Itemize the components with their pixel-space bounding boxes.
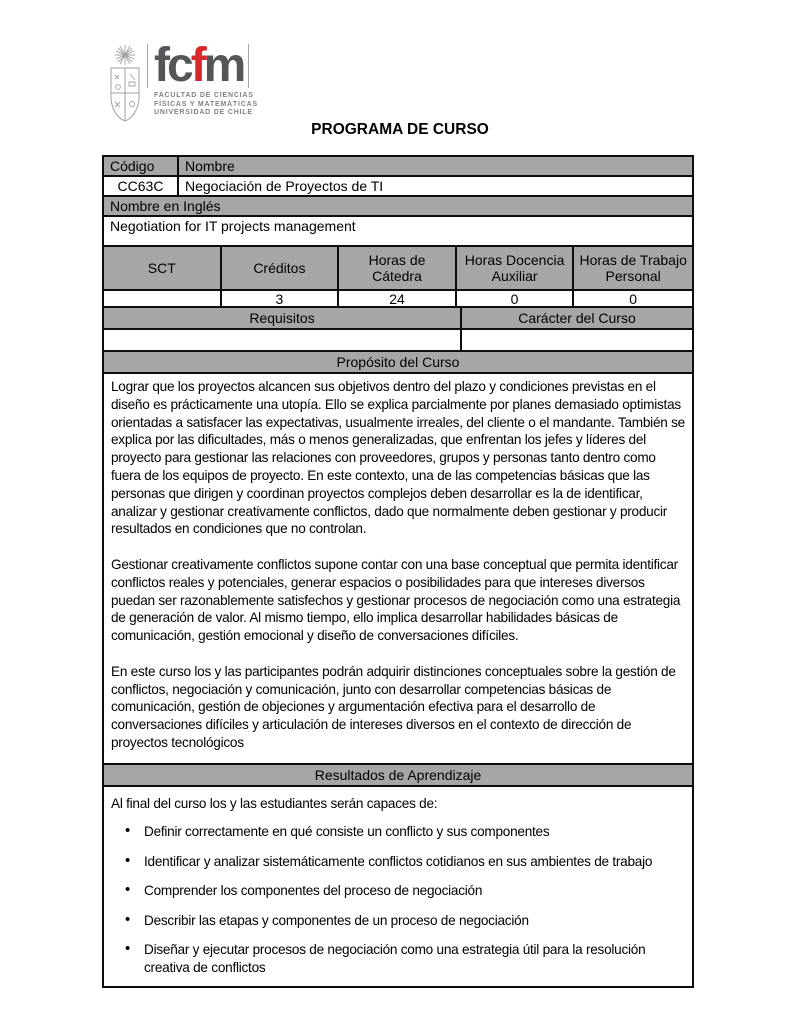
learning-outcome-item: • Comprender los componentes del proceso de negociación [123,882,685,900]
learning-outcome-item: • Identificar y analizar sistemáticamente conflictos cotidianos en sus ambientes de trabajo [123,853,685,871]
nombre-value: Negociación de Proyectos de TI [185,178,384,194]
sct-value [104,291,222,306]
fcfm-wordmark [147,39,249,92]
code-name-value-row [104,177,692,197]
proposito-paragraph-3: En este curso los y las participantes podrán adquirir distinciones conceptuales sobre la gestión de conflictos, negociación y comunicación, junto con desarrollar competencias básicas de comunicación, gestión de objeciones y argumentación efectiva para el desarrollo de conversaciones difíciles y articulación de intereses diversos en el contexto de dirección de proyectos tecnológicos [111,663,676,750]
proposito-paragraph-2: Gestionar creativamente conflictos supone contar con una base conceptual que permita identificar conflictos reales y potenciales, generar espacios o posibilidades para que intereses diversos puedan ser razonablemente satisfechos y gestionar procesos de negociación como una estrategia de generación de valor. Al mismo tiempo, ello implica desarrollar habilidades básicas de comunicación, gestión emocional y diseño de conversaciones difíciles. [111,556,681,644]
learning-outcome-item: • Diseñar y ejecutar procesos de negociación como una estrategia útil para la resolución creativa de conflictos [123,941,685,976]
faculty-line-3: UNIVERSIDAD DE CHILE [154,109,253,117]
caracter-curso-label: Carácter del Curso [462,308,692,328]
faculty-name [147,92,258,118]
resultados-intro: Al final del curso los y las estudiantes serán capaces de: [111,795,438,811]
fcfm-logo [106,39,258,126]
hours-header-row [104,247,692,291]
resultados-header-row [104,765,692,787]
nombre-label: Nombre [179,157,692,175]
proposito-header: Propósito del Curso [104,352,692,372]
faculty-line-1: FACULTAD DE CIENCIAS [154,92,254,99]
requisitos-value [104,330,462,350]
creditos-value: 3 [222,291,340,306]
horas-catedra-header: Horas de Cátedra [339,247,457,289]
resultados-header: Resultados de Aprendizaje [104,765,692,785]
horas-catedra-value: 24 [339,291,457,306]
hours-value-row [104,291,692,308]
proposito-header-row [104,352,692,374]
page-title: PROGRAMA DE CURSO [311,121,489,138]
creditos-header: Créditos [222,247,340,289]
wordmark-red-f: f [190,39,204,92]
nombre-ingles-value: Negotiation for IT projects management [110,218,356,234]
english-name-value-row [104,217,692,247]
english-name-header-row [104,197,692,217]
horas-docencia-auxiliar-value: 0 [457,291,575,306]
resultados-text [104,787,692,987]
proposito-paragraph-1: Lograr que los proyectos alcancen sus objetivos dentro del plazo y condiciones previstas en el diseño es prácticamente una utopía. Ello se explica parcialmente por planes demasiado optimistas orientadas a satisfacer las expectativas, usualmente irreales, del cliente o el mandante. También se explica por las dificultades, más o menos generalizadas, que enfrentan los jefes y líderes del proyecto para gestionar las relaciones con proveedores, grupos y personas tanto dentro como fuera de los equipos de proyecto. En este contexto, una de las competencias básicas que las personas que dirigen y coordinan proyectos complejos deben desarrollar es la de identificar, analizar y gestionar creativamente conflictos, dado que normalmente deben gestionar y producir resultados en condiciones que no controlan. [111,379,685,537]
proposito-text [104,374,692,763]
horas-trabajo-personal-header: Horas de Trabajo Personal [574,247,692,289]
codigo-label: Código [104,157,179,175]
horas-trabajo-personal-value: 0 [629,290,638,307]
requisitos-header-row [104,308,692,330]
proposito-body-row [104,374,692,765]
caracter-curso-value [462,330,692,350]
learning-outcomes-list [123,823,685,976]
code-name-header-row [104,157,692,177]
requisitos-value-row [104,330,692,352]
course-program-table [102,155,694,988]
horas-docencia-auxiliar-header: Horas Docencia Auxiliar [457,247,575,289]
requisitos-label: Requisitos [104,308,462,328]
learning-outcome-item: • Definir correctamente en qué consiste un conflicto y sus componentes [123,823,685,841]
resultados-body-row [104,787,692,987]
universidad-de-chile-crest-icon [106,44,144,126]
wordmark-m: m [203,39,244,92]
wordmark-fc: fc [154,39,191,92]
sct-header: SCT [104,247,222,289]
faculty-line-2: FÍSICAS Y MATEMÁTICAS [154,100,258,108]
learning-outcome-item: • Describir las etapas y componentes de un proceso de negociación [123,912,685,930]
nombre-ingles-label: Nombre en Inglés [104,197,692,215]
codigo-value: CC63C [104,177,179,195]
